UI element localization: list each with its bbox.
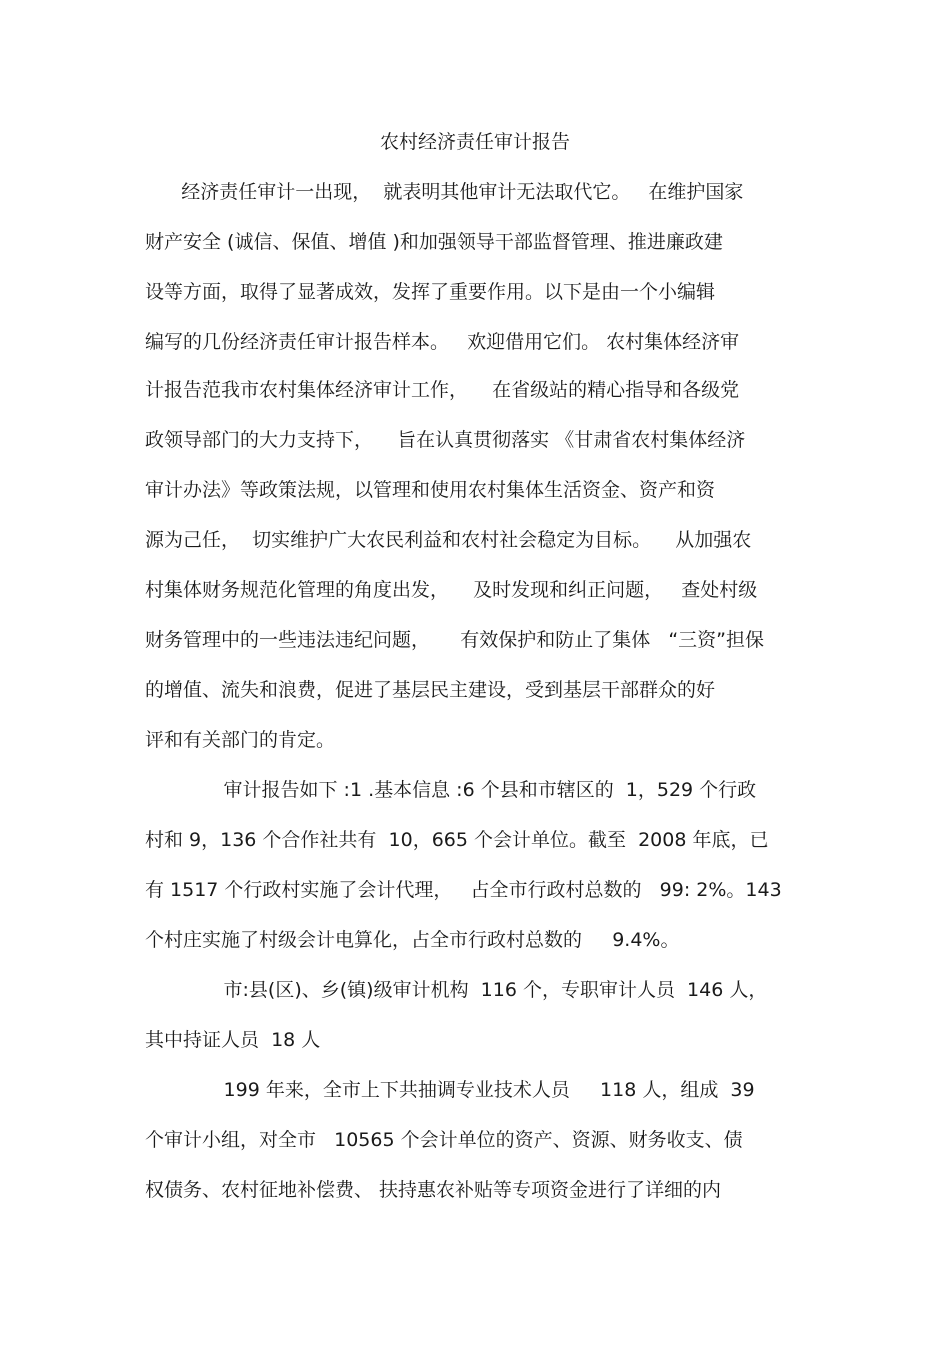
- text-line: 199 年来，全市上下共抽调专业技术人员 118 人，组成 39: [145, 1079, 755, 1101]
- text-line: 市:县(区)、乡(镇)级审计机构 116 个，专职审计人员 146 人，: [145, 979, 768, 1001]
- text-line: 其中持证人员 18 人: [145, 1029, 321, 1051]
- text-line: 编写的几份经济责任审计报告样本。 欢迎借用它们。 农村集体经济审: [145, 331, 740, 353]
- text-line: 审计办法》等政策法规，以管理和使用农村集体生活资金、资产和资: [145, 479, 716, 501]
- text-line: 计报告范我市农村集体经济审计工作， 在省级站的精心指导和各级党: [145, 379, 740, 401]
- text-line: 个审计小组，对全市 10565 个会计单位的资产、资源、财务收支、债: [145, 1129, 743, 1151]
- text-line: 设等方面，取得了显著成效，发挥了重要作用。以下是由一个小编辑: [145, 281, 716, 303]
- text-line: 个村庄实施了村级会计电算化，占全市行政村总数的 9.4%。: [145, 929, 680, 951]
- text-line: 权债务、农村征地补偿费、 扶持惠农补贴等专项资金进行了详细的内: [145, 1179, 722, 1201]
- page-title: 农村经济责任审计报告: [379, 131, 570, 153]
- text-line: 审计报告如下 :1 .基本信息 :6 个县和市辖区的 1，529 个行政: [145, 779, 757, 801]
- text-line: 经济责任审计一出现， 就表明其他审计无法取代它。 在维护国家: [145, 181, 744, 203]
- text-line: 财务管理中的一些违法违纪问题， 有效保护和防止了集体 “三资”担保: [145, 629, 765, 651]
- text-line: 的增值、流失和浪费，促进了基层民主建设，受到基层干部群众的好: [145, 679, 716, 701]
- text-line: 村和 9，136 个合作社共有 10，665 个会计单位。截至 2008 年底，已: [145, 829, 769, 851]
- text-line: 财产安全 (诚信、保值、增值 )和加强领导干部监督管理、推进廉政建: [145, 231, 723, 253]
- text-line: 村集体财务规范化管理的角度出发， 及时发现和纠正问题， 查处村级: [145, 579, 758, 601]
- text-line: 有 1517 个行政村实施了会计代理， 占全市行政村总数的 99: 2%。143: [145, 879, 782, 901]
- text-line: 源为己任， 切实维护广大农民利益和农村社会稳定为目标。 从加强农: [145, 529, 752, 551]
- text-line: 评和有关部门的肯定。: [145, 729, 336, 751]
- text-line: 政领导部门的大力支持下， 旨在认真贯彻落实 《甘肃省农村集体经济: [145, 429, 746, 451]
